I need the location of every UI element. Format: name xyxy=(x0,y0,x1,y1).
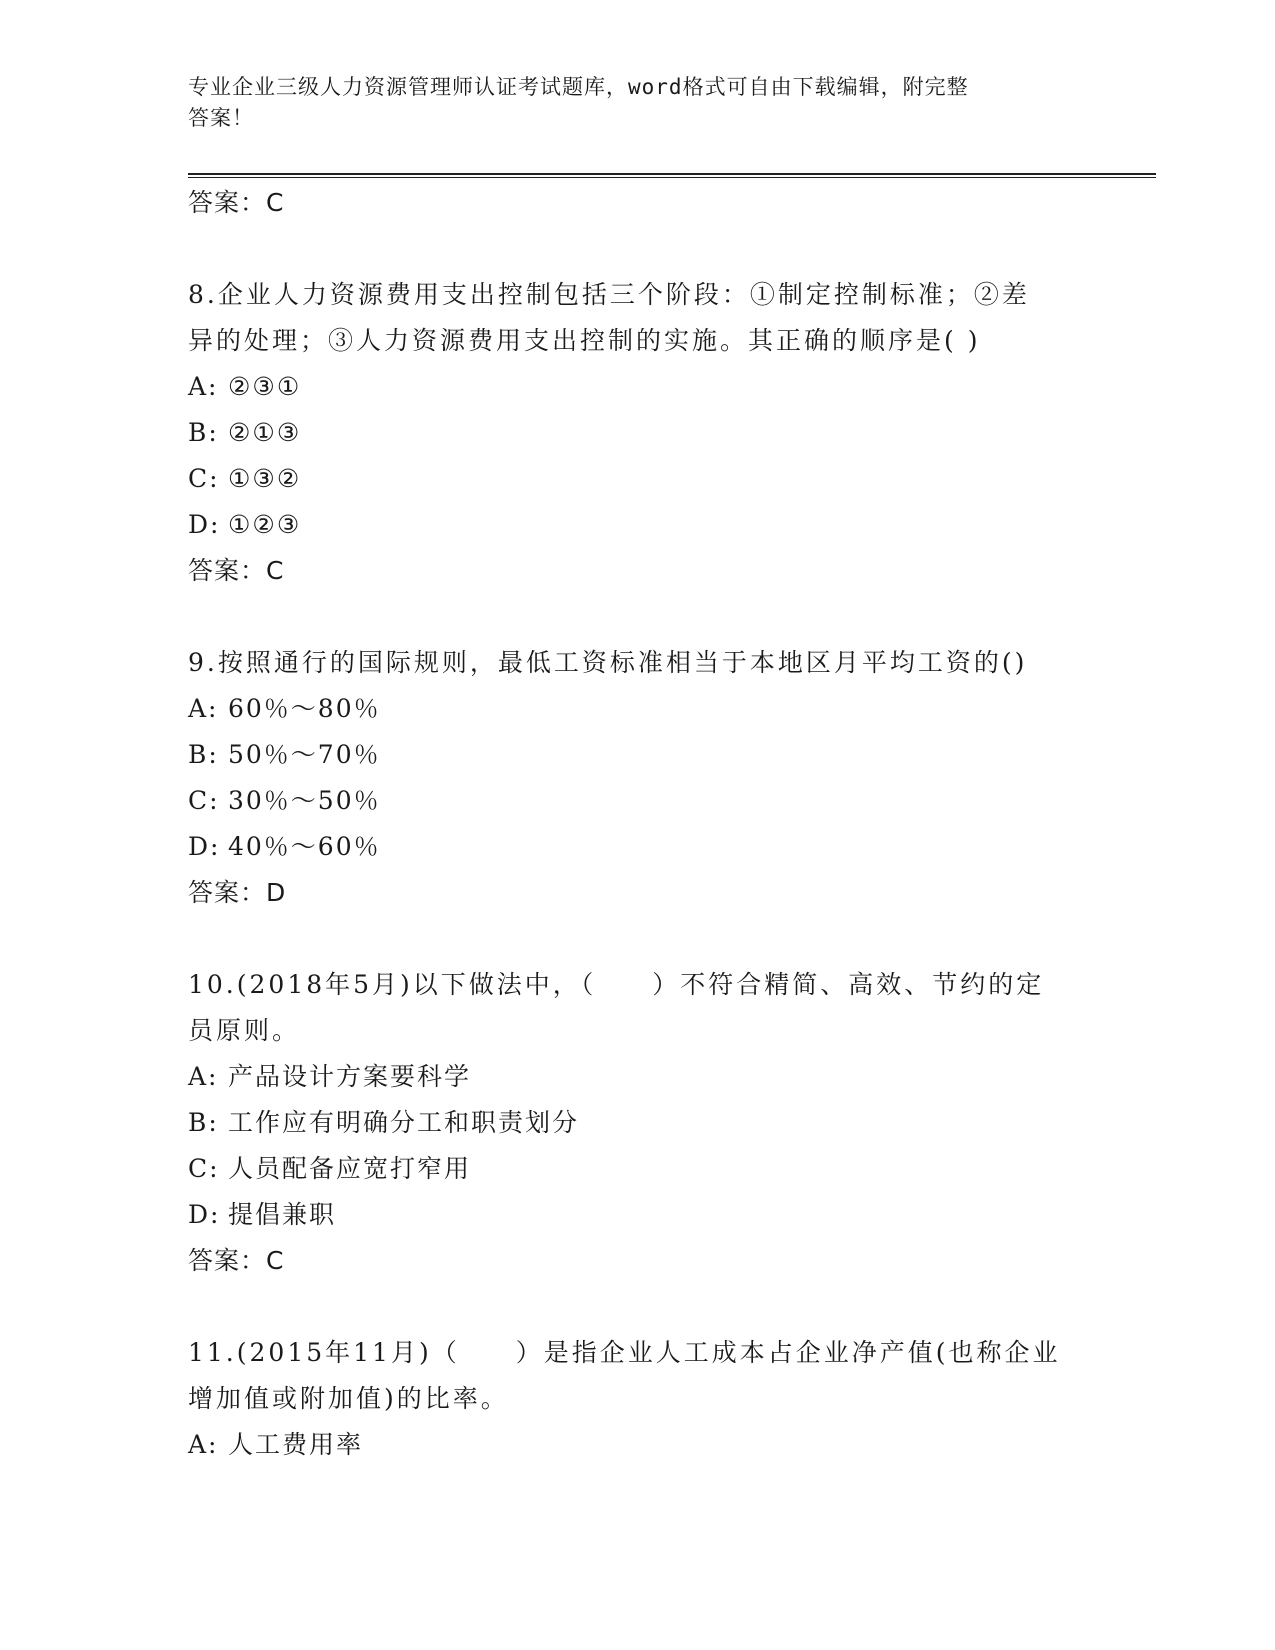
question-stem: 增加值或附加值)的比率。 xyxy=(188,1384,509,1413)
option-a xyxy=(188,364,1088,410)
option-letter: D: xyxy=(188,832,221,861)
option-c xyxy=(188,778,1088,824)
option-c xyxy=(188,1146,1088,1192)
spacer xyxy=(188,1284,1088,1330)
option-text: 50％～70％ xyxy=(228,740,381,769)
option-text: 人工费用率 xyxy=(228,1430,364,1459)
option-text: ①③② xyxy=(228,464,302,493)
option-text: ②③① xyxy=(228,372,302,401)
option-text: ①②③ xyxy=(228,510,302,539)
option-letter: A: xyxy=(188,1062,219,1091)
option-letter: C: xyxy=(188,464,220,493)
question-stem: 员原则。 xyxy=(188,1016,301,1045)
answer: 答案：C xyxy=(188,1246,285,1275)
question-8 xyxy=(188,272,1088,594)
answer-prev: 答案：C xyxy=(188,188,285,217)
option-letter: B: xyxy=(188,740,219,769)
option-letter: A: xyxy=(188,372,219,401)
option-a xyxy=(188,686,1088,732)
option-letter: D: xyxy=(188,1200,221,1229)
option-letter: C: xyxy=(188,786,220,815)
option-text: 产品设计方案要科学 xyxy=(228,1062,472,1091)
question-9 xyxy=(188,640,1088,916)
header-line-1: 专业企业三级人力资源管理师认证考试题库，word格式可自由下载编辑，附完整 xyxy=(188,75,969,99)
option-letter: D: xyxy=(188,510,221,539)
question-stem: 8.企业人力资源费用支出控制包括三个阶段：①制定控制标准；②差 xyxy=(188,280,1030,309)
option-d xyxy=(188,502,1088,548)
spacer xyxy=(188,594,1088,640)
option-d xyxy=(188,824,1088,870)
document-page xyxy=(188,72,1088,1468)
option-a xyxy=(188,1054,1088,1100)
option-text: 人员配备应宽打窄用 xyxy=(228,1154,472,1183)
option-b xyxy=(188,410,1088,456)
question-stem: 10.(2018年5月)以下做法中，（ ）不符合精简、高效、节约的定 xyxy=(188,970,1045,999)
question-10 xyxy=(188,962,1088,1284)
option-text: 60％～80％ xyxy=(228,694,381,723)
answer: 答案：D xyxy=(188,878,287,907)
question-11 xyxy=(188,1330,1088,1468)
spacer xyxy=(188,916,1088,962)
option-c xyxy=(188,456,1088,502)
header-line-2: 答案！ xyxy=(188,106,254,130)
option-letter: B: xyxy=(188,1108,219,1137)
question-stem: 9.按照通行的国际规则，最低工资标准相当于本地区月平均工资的() xyxy=(188,648,1028,677)
option-letter: A: xyxy=(188,694,219,723)
answer: 答案：C xyxy=(188,556,285,585)
option-text: 工作应有明确分工和职责划分 xyxy=(228,1108,580,1137)
option-text: 提倡兼职 xyxy=(228,1200,337,1229)
header-rule-thick xyxy=(188,173,1156,175)
option-b xyxy=(188,732,1088,778)
option-text: 30％～50％ xyxy=(228,786,381,815)
spacer xyxy=(188,226,1088,272)
option-letter: C: xyxy=(188,1154,220,1183)
option-a xyxy=(188,1422,1088,1468)
option-text: ②①③ xyxy=(228,418,302,447)
header-rule-thin xyxy=(188,177,1156,178)
option-letter: B: xyxy=(188,418,219,447)
question-stem: 11.(2015年11月)（ ）是指企业人工成本占企业净产值(也称企业 xyxy=(188,1338,1061,1367)
option-letter: A: xyxy=(188,1430,219,1459)
question-stem: 异的处理；③人力资源费用支出控制的实施。其正确的顺序是( ) xyxy=(188,326,981,355)
option-d xyxy=(188,1192,1088,1238)
option-text: 40％～60％ xyxy=(228,832,381,861)
option-b xyxy=(188,1100,1088,1146)
